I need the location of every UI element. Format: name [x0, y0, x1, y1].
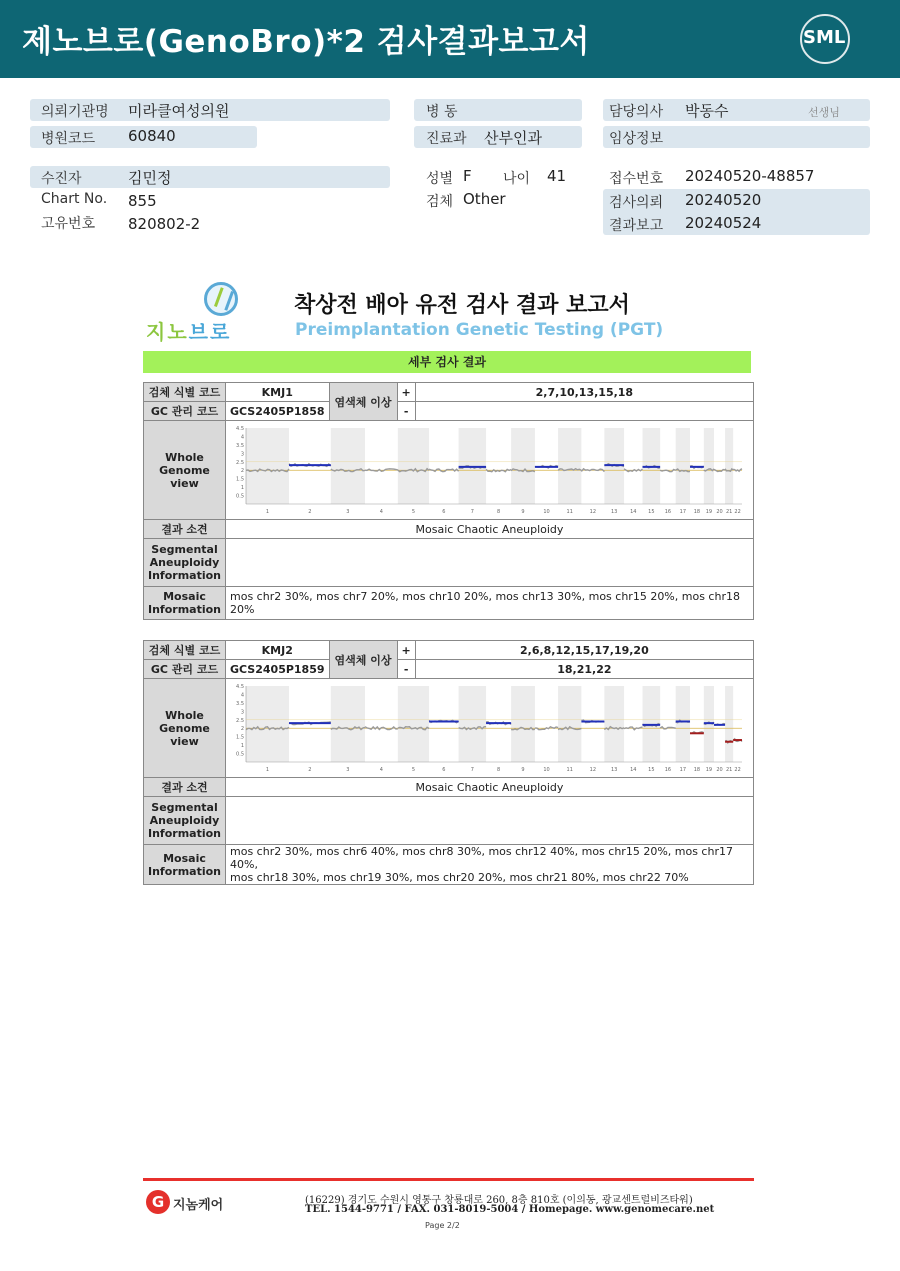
x-tick-label: 9 [521, 508, 525, 515]
x-tick-label: 12 [589, 766, 597, 773]
finding-value: Mosaic Chaotic Aneuploidy [226, 778, 754, 797]
sample-table-2 [143, 640, 754, 885]
x-tick-label: 14 [630, 766, 637, 773]
sex-value: F [463, 167, 472, 185]
y-tick-label: 3 [240, 708, 244, 715]
unique-label: 고유번호 [41, 216, 96, 232]
x-tick-label: 16 [664, 766, 672, 773]
section-title: 세부 검사 결과 [143, 351, 751, 373]
abnormal-label: 염색체 이상 [329, 383, 397, 421]
genomecare-name: 지놈케어 [173, 1198, 224, 1213]
x-tick-label: 19 [705, 508, 713, 515]
report-date-label: 결과보고 [609, 218, 664, 234]
finding-label: 결과 소견 [144, 520, 226, 539]
receipt-value: 20240520-48857 [685, 167, 815, 185]
finding-value: Mosaic Chaotic Aneuploidy [226, 520, 754, 539]
x-tick-label: 6 [442, 508, 446, 515]
chromosome-band [676, 686, 690, 762]
specimen-value: Other [463, 190, 506, 208]
chromosome-band [398, 686, 429, 762]
y-tick-label: 3.5 [236, 442, 244, 449]
table-row [144, 679, 754, 778]
chromosome-band [604, 686, 624, 762]
y-tick-label: 1.5 [236, 476, 244, 483]
segmental-label: Segmental Aneuploidy Information [144, 797, 226, 845]
x-tick-label: 10 [543, 508, 550, 515]
genome-plot-cell [226, 679, 754, 778]
x-tick-label: 9 [521, 766, 525, 773]
x-tick-label: 17 [679, 508, 687, 515]
genome-plot [230, 680, 749, 777]
sample-id-value: KMJ1 [226, 383, 330, 402]
sample-id-value: KMJ2 [226, 641, 330, 660]
dept-label: 진료과 [426, 131, 467, 147]
chromosome-band [704, 428, 714, 504]
y-tick-label: 2 [240, 725, 244, 732]
finding-label: 결과 소견 [144, 778, 226, 797]
table-row [144, 402, 754, 421]
sample-table-1 [143, 382, 754, 620]
x-tick-label: 7 [470, 508, 474, 515]
segmental-label: Segmental Aneuploidy Information [144, 539, 226, 587]
x-tick-label: 20 [716, 766, 723, 773]
chromosome-band [725, 686, 733, 762]
gc-code-value: GCS2405P1858 [226, 402, 330, 421]
x-tick-label: 13 [611, 766, 618, 773]
mosaic-label: Mosaic Information [144, 587, 226, 620]
table-row [144, 778, 754, 797]
age-label: 나이 [503, 171, 531, 187]
x-tick-label: 18 [693, 766, 701, 773]
table-row [144, 587, 754, 620]
footer-address: (16229) 경기도 수원시 영통구 창룡대로 260, 8층 810호 (이의동, 광교센트럴비즈타워) [305, 1195, 693, 1206]
gain-symbol: + [397, 641, 415, 660]
chromosome-band [398, 428, 429, 504]
x-tick-label: 16 [664, 508, 672, 515]
genobro-logo [146, 282, 256, 344]
x-tick-label: 21 [725, 508, 733, 515]
y-tick-label: 3 [240, 450, 244, 457]
institution-value: 미라클여성의원 [128, 102, 230, 120]
genome-view-label: Whole Genome view [144, 679, 226, 778]
x-tick-label: 4 [379, 508, 383, 515]
y-tick-label: 4 [240, 691, 244, 698]
x-tick-label: 3 [346, 508, 350, 515]
x-tick-label: 1 [265, 508, 270, 515]
report-title-en: Preimplantation Genetic Testing (PGT) [295, 320, 664, 340]
sample-id-label: 검체 식별 코드 [144, 641, 226, 660]
hospital-code-value: 60840 [128, 127, 176, 145]
chromosome-band [511, 428, 535, 504]
x-tick-label: 7 [470, 766, 474, 773]
chromosome-band [511, 686, 535, 762]
y-tick-label: 2 [240, 467, 244, 474]
x-tick-label: 19 [705, 766, 713, 773]
y-tick-label: 4.5 [236, 425, 244, 432]
copy-number-trace [624, 468, 643, 471]
gain-value: 2,7,10,13,15,18 [415, 383, 753, 402]
table-row [144, 660, 754, 679]
chromosome-band [246, 428, 289, 504]
genomecare-logo [146, 1190, 236, 1220]
request-value: 20240520 [685, 191, 762, 209]
gain-value: 2,6,8,12,15,17,19,20 [415, 641, 753, 660]
x-tick-label: 18 [693, 508, 701, 515]
table-row [144, 520, 754, 539]
loss-symbol: - [397, 660, 415, 679]
table-row [144, 539, 754, 587]
x-tick-label: 12 [589, 508, 597, 515]
x-tick-label: 6 [442, 766, 446, 773]
patient-pill [30, 166, 390, 188]
mosaic-label: Mosaic Information [144, 845, 226, 885]
clinical-label: 임상정보 [609, 131, 664, 147]
y-tick-label: 2.5 [236, 459, 244, 466]
loss-value [415, 402, 753, 421]
mosaic-line-1: mos chr2 30%, mos chr6 40%, mos chr8 30%, mos chr12 40%, mos chr15 20%, mos chr17 40%, [230, 845, 733, 871]
institution-label: 의뢰기관명 [41, 104, 109, 120]
footer-contact: TEL. 1544-9771 / FAX. 031-8019-5004 / Homepage. www.genomecare.net [305, 1204, 715, 1215]
sml-logo [800, 14, 852, 64]
segmental-value [226, 539, 754, 587]
x-tick-label: 20 [716, 508, 723, 515]
mosaic-value: mos chr2 30%, mos chr7 20%, mos chr10 20%, mos chr13 30%, mos chr15 20%, mos chr18 20% [226, 587, 754, 620]
dept-value: 산부인과 [484, 129, 542, 147]
genome-plot [230, 422, 749, 519]
report-date-value: 20240524 [685, 214, 762, 232]
page-number: Page 2/2 [425, 1221, 460, 1230]
x-tick-label: 11 [566, 508, 573, 515]
gc-code-label: GC 관리 코드 [144, 660, 226, 679]
mosaic-line-2: mos chr18 30%, mos chr19 30%, mos chr20 20%, mos chr21 80%, mos chr22 70% [230, 871, 689, 884]
y-tick-label: 0.5 [236, 493, 244, 500]
x-tick-label: 4 [379, 766, 383, 773]
x-tick-label: 22 [734, 766, 741, 773]
hospital-code-label: 병원코드 [41, 131, 96, 147]
x-tick-label: 14 [630, 508, 637, 515]
x-tick-label: 11 [566, 766, 573, 773]
chromosome-band [331, 686, 365, 762]
doctor-label: 담당의사 [609, 104, 664, 120]
table-row [144, 797, 754, 845]
sample-id-label: 검체 식별 코드 [144, 383, 226, 402]
chromosome-band [331, 428, 365, 504]
report-title-ko: 착상전 배아 유전 검사 결과 보고서 [294, 293, 630, 318]
receipt-label: 접수번호 [609, 171, 664, 187]
y-tick-label: 0.5 [236, 751, 244, 758]
copy-number-trace [624, 727, 643, 730]
genobro-logo-text: 지노브로 [146, 320, 232, 344]
x-tick-label: 13 [611, 508, 618, 515]
unique-value: 820802-2 [128, 215, 201, 233]
x-tick-label: 17 [679, 766, 687, 773]
patient-label: 수진자 [41, 171, 82, 187]
chromosome-band [558, 428, 581, 504]
y-tick-label: 4 [240, 433, 244, 440]
sml-logo-text: SML [803, 27, 846, 48]
doctor-value: 박동수 [685, 102, 729, 120]
x-tick-label: 2 [308, 508, 312, 515]
chart-value: 855 [128, 192, 157, 210]
genome-view-label: Whole Genome view [144, 421, 226, 520]
y-tick-label: 4.5 [236, 683, 244, 690]
patient-value: 김민정 [128, 169, 172, 187]
abnormal-label: 염색체 이상 [329, 641, 397, 679]
table-row [144, 845, 754, 885]
chromosome-band [676, 428, 690, 504]
x-tick-label: 5 [411, 766, 416, 773]
segmental-value [226, 797, 754, 845]
chromosome-band [459, 686, 486, 762]
x-tick-label: 15 [648, 508, 655, 515]
x-tick-label: 22 [734, 508, 741, 515]
genomecare-g-icon: G [146, 1190, 170, 1214]
y-tick-label: 2.5 [236, 717, 244, 724]
y-tick-label: 1.5 [236, 734, 244, 741]
report-title: 제노브로(GenoBro)*2 검사결과보고서 [22, 24, 590, 60]
request-label: 검사의뢰 [609, 195, 664, 211]
x-tick-label: 8 [496, 766, 501, 773]
table-row [144, 641, 754, 660]
chromosome-band [246, 686, 289, 762]
report-header [0, 0, 900, 78]
table-row [144, 383, 754, 402]
x-tick-label: 21 [725, 766, 733, 773]
chromosome-band [725, 428, 733, 504]
gc-code-label: GC 관리 코드 [144, 402, 226, 421]
x-tick-label: 3 [346, 766, 350, 773]
ward-label: 병 동 [426, 104, 458, 120]
x-tick-label: 1 [265, 766, 270, 773]
copy-number-trace [733, 468, 742, 471]
chart-label: Chart No. [41, 191, 108, 207]
doctor-suffix: 선생님 [808, 106, 840, 119]
x-tick-label: 8 [496, 508, 501, 515]
y-tick-label: 1 [240, 742, 244, 749]
loss-value: 18,21,22 [415, 660, 753, 679]
x-tick-label: 15 [648, 766, 655, 773]
chromosome-band [558, 686, 581, 762]
x-tick-label: 2 [308, 766, 312, 773]
specimen-label: 검체 [426, 194, 454, 210]
gc-code-value: GCS2405P1859 [226, 660, 330, 679]
loss-symbol: - [397, 402, 415, 421]
genome-plot-cell [226, 421, 754, 520]
copy-number-trace [365, 726, 398, 729]
x-tick-label: 10 [543, 766, 550, 773]
y-tick-label: 1 [240, 484, 244, 491]
dna-helix-icon [204, 282, 238, 316]
sex-label: 성별 [426, 171, 454, 187]
mosaic-value [226, 845, 754, 885]
age-value: 41 [547, 167, 567, 185]
y-tick-label: 3.5 [236, 700, 244, 707]
gain-symbol: + [397, 383, 415, 402]
table-row [144, 421, 754, 520]
footer-divider [143, 1178, 754, 1181]
x-tick-label: 5 [411, 508, 416, 515]
